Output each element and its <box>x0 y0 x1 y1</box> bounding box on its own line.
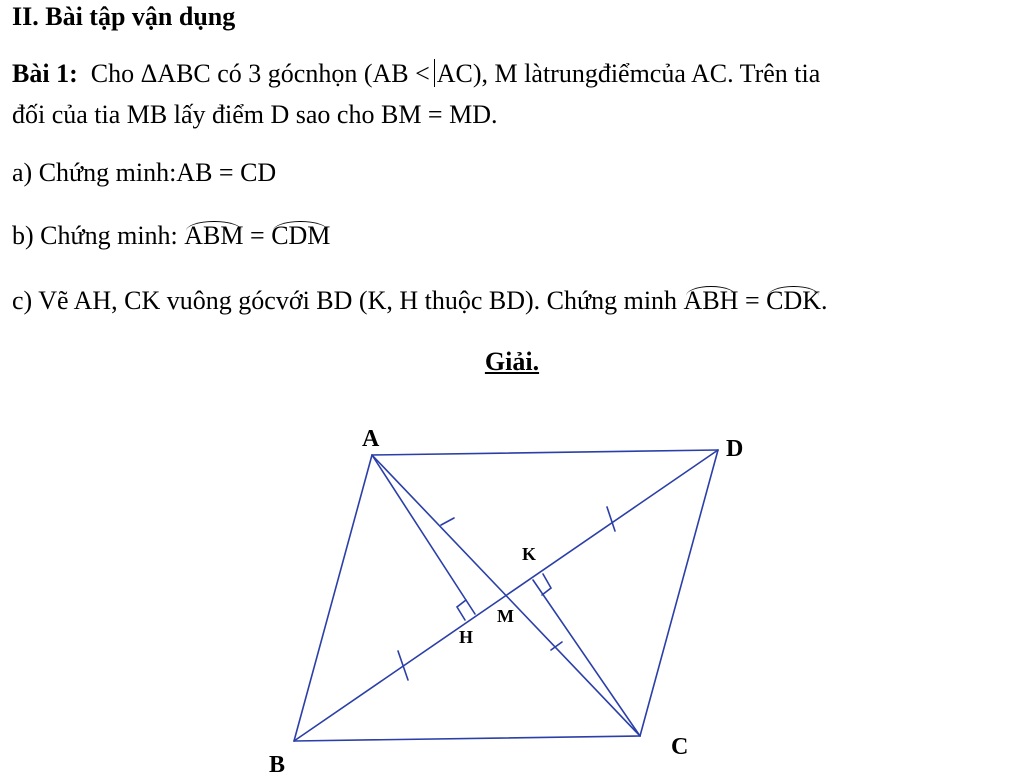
part-a: a) Chứng minh:AB = CD <box>12 158 277 187</box>
segment-ad <box>372 450 718 455</box>
angle-cdm: CDM <box>271 219 330 253</box>
right-angle-mark-k <box>542 574 551 595</box>
tick-mark-md <box>607 507 615 531</box>
problem-text-part-2: AC), M làtrungđiểmcủa AC. Trên tia <box>436 59 821 88</box>
segment-bc <box>294 736 640 741</box>
point-label-k: K <box>522 544 537 564</box>
section-heading: II. Bài tập vận dụng <box>12 2 236 31</box>
point-label-a: A <box>362 426 380 452</box>
angle-cdk: CDK <box>766 284 821 318</box>
solution-heading: Giải. <box>484 347 540 376</box>
equals-sign: = <box>744 286 760 315</box>
part-c-prefix: c) Vẽ AH, CK vuông gócvới BD (K, H thuộc BD). Chứng minh <box>12 286 678 315</box>
segment-ah <box>372 455 475 614</box>
point-label-b: B <box>269 752 286 778</box>
tick-mark-bm <box>398 651 408 680</box>
point-label-m: M <box>497 606 514 626</box>
part-b-prefix: b) Chứng minh: <box>12 221 178 250</box>
segment-ab <box>294 455 372 741</box>
part-c-suffix: . <box>821 286 828 315</box>
segment-ck <box>533 580 640 736</box>
right-angle-mark-h <box>457 600 466 620</box>
problem-label: Bài 1: <box>12 59 78 88</box>
angle-abh: ABH <box>684 284 739 318</box>
segment-dc <box>640 450 718 736</box>
equals-sign: = <box>250 221 265 250</box>
point-label-d: D <box>726 436 744 462</box>
tick-mark-am <box>441 518 454 525</box>
point-label-h: H <box>459 627 474 647</box>
angle-abm: ABM <box>184 219 243 253</box>
problem-text-part-1: Cho ΔABC có 3 gócnhọn (AB < <box>90 59 430 88</box>
segment-ac <box>372 455 640 736</box>
problem-statement-line-2: đối của tia MB lấy điểm D sao cho BM = MD. <box>12 100 498 129</box>
point-label-c: C <box>671 734 689 760</box>
